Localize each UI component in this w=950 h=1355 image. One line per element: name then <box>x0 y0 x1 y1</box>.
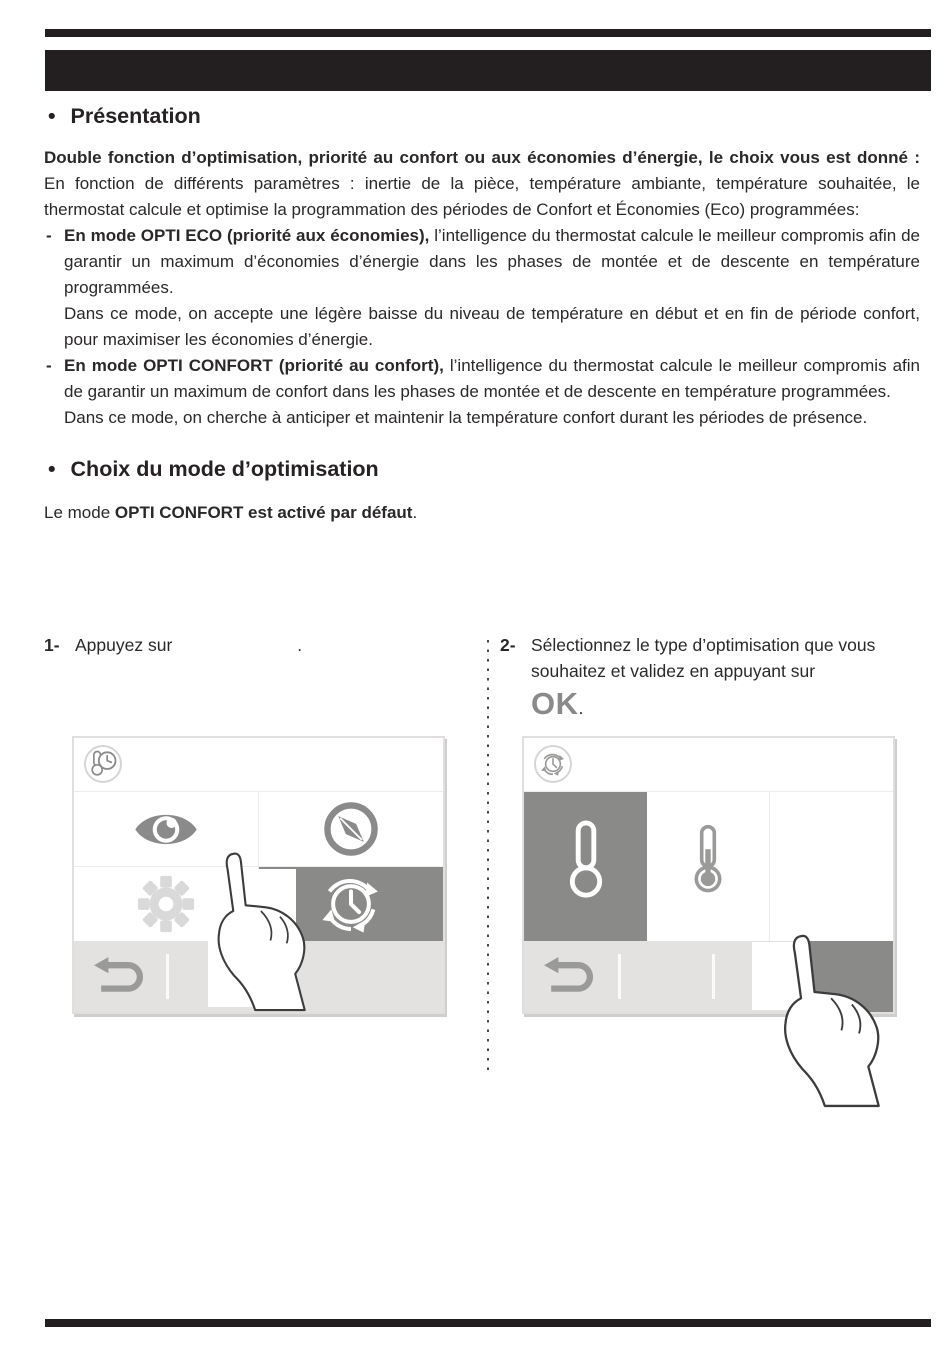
mode-note: Dans ce mode, on cherche à anticiper et maintenir la température confort durant les périodes de présence. <box>64 408 868 427</box>
back-arrow-icon <box>544 956 598 996</box>
mode-bold: En mode OPTI CONFORT (priorité au confort), <box>64 356 444 375</box>
step-number: 1- <box>44 635 60 655</box>
compass-icon <box>322 800 380 858</box>
default-prefix: Le mode <box>44 503 115 522</box>
step-2 <box>500 632 920 721</box>
opti-clock-icon <box>534 745 572 783</box>
bullet-glyph: • <box>48 457 56 481</box>
footer-rule-bar <box>45 1319 931 1327</box>
eye-icon <box>133 807 199 852</box>
back-button[interactable] <box>94 956 148 996</box>
intro-paragraph <box>44 145 920 223</box>
mode-bold: En mode OPTI ECO (priorité aux économies), <box>64 226 430 245</box>
list-dash: - <box>46 356 52 375</box>
gear-icon <box>135 873 197 935</box>
top-rule-bar <box>45 29 931 37</box>
hand-pointer-icon <box>766 932 892 1108</box>
footer-divider <box>166 954 169 999</box>
screen-header <box>74 738 443 792</box>
steps-section <box>44 632 920 1192</box>
step-text: Sélectionnez le type d’optimisation que vous souhaitez et validez en appuyant sur OK. <box>531 632 920 721</box>
cell-empty[interactable] <box>770 792 893 941</box>
list-dash: - <box>46 226 52 245</box>
bullet-glyph: • <box>48 104 56 128</box>
section-title-text: Choix du mode d’optimisation <box>70 457 379 481</box>
intro-regular: En fonction de différents paramètres : inertie de la pièce, température ambiante, température souhaitée, le thermostat calcule et optimise la programmation des périodes de Confort et Économies (Eco) programmées: <box>44 174 920 219</box>
section-title-choix-mode <box>44 457 920 482</box>
cell-opti-confort[interactable] <box>647 792 770 941</box>
optimisation-grid <box>524 792 893 941</box>
header-black-bar <box>45 50 931 91</box>
column-dotted-divider <box>487 640 489 1072</box>
default-mode-line <box>44 500 920 526</box>
screen-header <box>524 738 893 792</box>
back-button[interactable] <box>544 956 598 996</box>
mode-regular: l’intelligence du thermostat calcule le meilleur compromis afin de garantir un maximum d’économies d’énergie dans les phases de montée et de descente en température programmées. <box>64 226 920 297</box>
mode-note: Dans ce mode, on accepte une légère baisse du niveau de température en début et en fin de période confort, pour maximiser les économies d’énergie. <box>64 304 920 349</box>
ok-line: OK. <box>531 686 584 721</box>
section-title-text: Présentation <box>70 104 201 128</box>
intro-bold: Double fonction d’optimisation, priorité au confort ou aux économies d’énergie, le choix vous est donné : <box>44 148 920 167</box>
default-bold: OPTI CONFORT est activé par défaut <box>114 503 413 522</box>
page-content <box>44 104 920 721</box>
back-arrow-icon <box>94 956 148 996</box>
footer-divider <box>618 954 621 999</box>
mode-item-opti-eco <box>44 223 920 353</box>
thermo-opti-confort-icon <box>690 822 726 898</box>
default-suffix: . <box>412 503 418 522</box>
footer-divider <box>712 954 715 999</box>
step-text: Appuyez sur . <box>75 635 303 655</box>
section-title-presentation <box>44 104 920 129</box>
thermostat-menu-screen <box>72 736 445 1014</box>
thermo-clock-icon <box>84 745 122 783</box>
mode-regular: l’intelligence du thermostat calcule le meilleur compromis afin de garantir un maximum de confort dans les phases de montée et de descente en température programmées. <box>64 356 920 401</box>
mode-item-opti-confort <box>44 353 920 431</box>
step-1 <box>44 632 474 658</box>
cell-opti-eco-selected[interactable] <box>524 792 647 941</box>
hand-pointer-icon <box>200 850 318 1012</box>
ok-key-label: OK <box>531 686 579 721</box>
opti-clock-icon <box>317 870 385 938</box>
thermo-opti-eco-icon <box>566 819 606 901</box>
step-number: 2- <box>500 635 516 655</box>
thermostat-optimisation-screen <box>522 736 895 1014</box>
